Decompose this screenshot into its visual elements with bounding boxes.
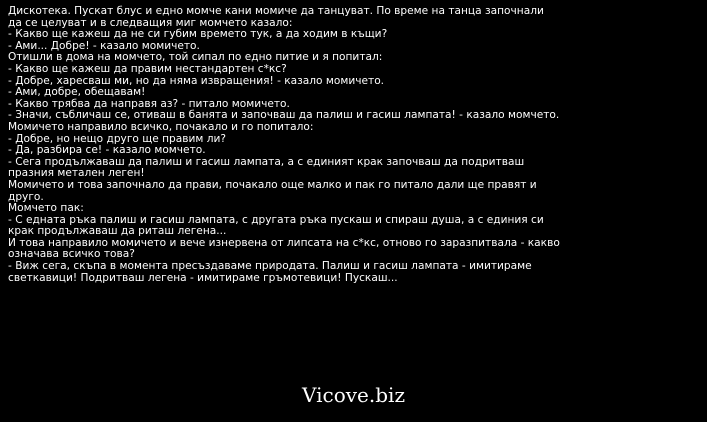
joke-line: да се целуват и в следващия миг момчето казало: bbox=[8, 16, 293, 29]
joke-line: - С едната ръка палиш и гасиш лампата, с другата ръка пускаш и спираш душа, а с единия си bbox=[8, 213, 544, 226]
joke-line: - Какво ще кажеш да не си губим времето тук, а да ходим в къщи? bbox=[8, 28, 388, 41]
joke-line: - Добре, но нещо друго ще правим ли? bbox=[8, 132, 227, 145]
joke-line: Момчето пак: bbox=[8, 202, 84, 215]
joke-line: И това направило момичето и вече изнервена от липсата на с*кс, отново го заразпитвала - какво bbox=[8, 236, 560, 249]
joke-line: крак продължаваш да риташ легена... bbox=[8, 225, 227, 238]
site-watermark: Vicove.biz bbox=[302, 383, 405, 407]
joke-line: - Какво трябва да направя аз? - питало момичето. bbox=[8, 97, 290, 110]
joke-line: - Какво ще кажеш да правим нестандартен с*кс? bbox=[8, 62, 287, 75]
joke-line: - Добре, харесваш ми, но да няма извращения! - казало момичето. bbox=[8, 74, 385, 87]
joke-line: Отишли в дома на момчето, той сипал по едно питие и я попитал: bbox=[8, 51, 383, 64]
joke-line: друго. bbox=[8, 190, 44, 203]
joke-line: светкавици! Подритваш легена - имитираме гръмотевици! Пускаш... bbox=[8, 271, 398, 284]
joke-line: - Да, разбира се! - казало момчето. bbox=[8, 144, 206, 157]
joke-line: означава всичко това? bbox=[8, 248, 135, 261]
joke-line: - Значи, събличаш се, отиваш в банята и започваш да палиш и гасиш лампата! - казало момчето. bbox=[8, 109, 560, 122]
joke-line: празния метален леген! bbox=[8, 167, 145, 180]
joke-line: - Ами, добре, обещавам! bbox=[8, 86, 146, 99]
joke-line: - Ами... Добре! - казало момичето. bbox=[8, 39, 200, 52]
joke-line: - Сега продължаваш да палиш и гасиш лампата, а с единият крак започваш да подритваш bbox=[8, 155, 525, 168]
joke-line: - Виж сега, скъпа в момента пресъздаваме природата. Палиш и гасиш лампата - имитираме bbox=[8, 260, 532, 273]
joke-line: Дискотека. Пускат блус и едно момче кани момиче да танцуват. По време на танца започнали bbox=[8, 5, 544, 17]
joke-line: Момичето и това започнало да прави, почакало още малко и пак го питало дали ще правят и bbox=[8, 178, 537, 191]
joke-text-block bbox=[8, 6, 700, 284]
joke-line: Момичето направило всичко, почакало и го попитало: bbox=[8, 120, 314, 133]
